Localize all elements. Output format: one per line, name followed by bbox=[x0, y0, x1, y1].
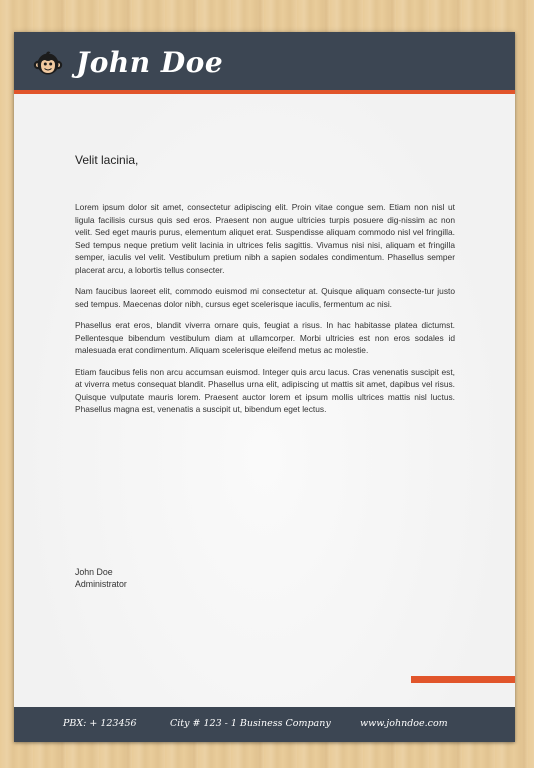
letter-paragraph: Phasellus erat eros, blandit viverra ornare quis, feugiat a risus. In hac habitasse platea dictumst. Pellentesque bibendum vestibulum diam at ullamcorper. Morbi ultricies est non eros sodales id malesuada erat condimentum. Aliquam scelerisque eleifend metus ac molestie. bbox=[75, 320, 455, 355]
letterhead-header bbox=[14, 32, 515, 90]
cartoon-monkey-icon bbox=[33, 50, 63, 78]
footer-accent-bar bbox=[411, 676, 515, 683]
letter-signature bbox=[75, 566, 127, 591]
footer-website: www.johndoe.com bbox=[360, 718, 448, 729]
letterhead-sheet bbox=[14, 32, 515, 742]
letter-paragraph: Lorem ipsum dolor sit amet, consectetur adipiscing elit. Proin vitae congue sem. Etiam non nisl ut ligula facilisis cursus quis sed eros. Praesent non augue ultricies turpis posuere dig-nissim ac non velit. Sed eget mauris purus, elementum aliquet erat. Suspendisse aliquam commodo nisl vel fringilla. Sed tempus neque pretium velit lacinia in ultrices felis sagittis. Vivamus nisi nisi, aliquam et fringilla semper, iaculis vel velit. Vestibulum pretium nibh a sapien sodales condimentum. Phasellus semper placerat arcu, a lobortis tellus consecter. bbox=[75, 202, 455, 275]
letter-paragraph: Nam faucibus laoreet elit, commodo euismod mi consectetur at. Quisque aliquam consecte-tur justo sed tempus. Maecenas dolor nibh, cursus eget scelerisque iaculis, fermentum ac nisi. bbox=[75, 286, 455, 309]
letter-salutation: Velit lacinia, bbox=[75, 153, 139, 167]
header-accent-stripe bbox=[14, 90, 515, 94]
footer-address: City # 123 - 1 Business Company bbox=[170, 718, 331, 729]
signature-name: John Doe bbox=[75, 567, 113, 577]
letter-paragraph: Etiam faucibus felis non arcu accumsan euismod. Integer quis arcu lacus. Cras venenatis suscipit est, at viverra metus consequat blandit. Phasellus urna elit, adipiscing ut mattis sit amet, dapibus vel risus. Quisque vulputate mauris lorem. Praesent auctor lorem et ipsum mollis ultrices mattis nisl luctus. Phasellus magna est, venenatis a suscipit ut, bibendum eget lectus. bbox=[75, 366, 455, 414]
letterhead-footer bbox=[14, 707, 515, 742]
signature-title: Administrator bbox=[75, 579, 127, 590]
footer-phone: PBX: + 123456 bbox=[63, 718, 137, 729]
letter-body bbox=[75, 201, 455, 425]
letterhead-name: John Doe bbox=[76, 46, 224, 79]
